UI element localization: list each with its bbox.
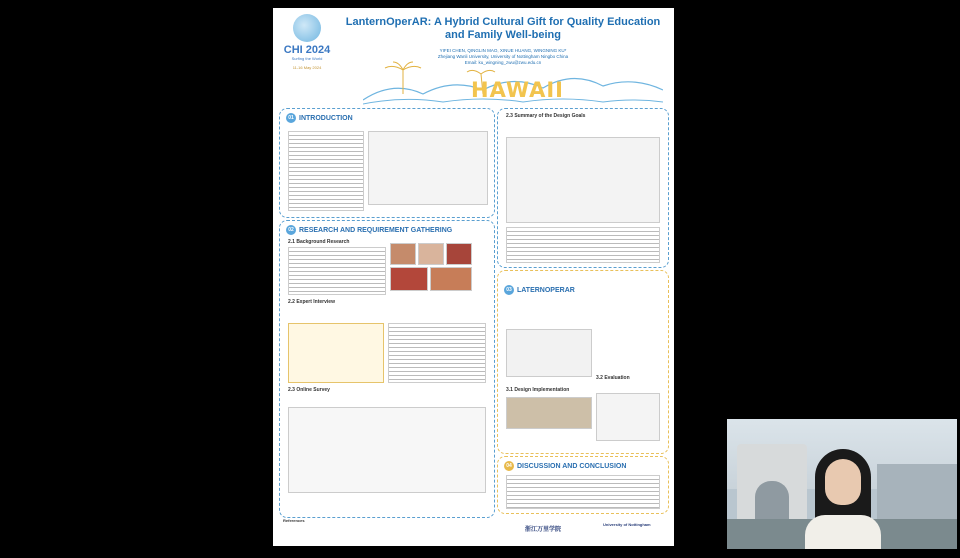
section-design-goals (497, 108, 669, 268)
section-header (286, 225, 452, 235)
survey-charts-figure (288, 407, 486, 493)
chi-logo (281, 14, 333, 70)
subsection-survey: 2.3 Online Survey (288, 387, 330, 393)
section-title: INTRODUCTION (299, 114, 353, 122)
section-lanternoperar (497, 270, 669, 454)
email-line: Email: ku_wingning_zwu@zwu.edu.cn (464, 60, 542, 65)
section-header (504, 285, 575, 295)
intro-text-block (288, 131, 364, 211)
workflow-figure (506, 329, 592, 377)
section-research (279, 220, 495, 518)
design-goals-list (506, 227, 660, 263)
conference-sub: Surfing the World (291, 56, 323, 61)
photo (446, 243, 472, 265)
nottingham-logo: University of Nottingham (603, 522, 651, 527)
survey-results-text (388, 323, 486, 383)
presenter-face (825, 459, 861, 505)
presenter-body (805, 515, 881, 549)
photo (390, 267, 428, 291)
conference-name: CHI 2024 (283, 44, 331, 56)
subsection-design: 3.1 Design Implementation (506, 387, 570, 393)
affiliation-line: Zhejiang Wanli University, University of Nottingham Ningbo China (437, 54, 569, 59)
conference-dates: 11-16 May 2024 (292, 65, 322, 70)
discussion-text (506, 475, 660, 509)
campus-building (877, 464, 957, 524)
subsection-summary: 2.3 Summary of the Design Goals (506, 113, 586, 119)
poster (273, 8, 674, 546)
presenter-webcam (727, 419, 957, 549)
section-number: 04 (504, 461, 514, 471)
section-introduction (279, 108, 495, 218)
authors-line: YIFEI CHEN, QINGLIN MAO, XINUE HUANG, WINGNING KU* (439, 48, 567, 53)
section-title: RESEARCH AND REQUIREMENT GATHERING (299, 226, 453, 234)
usability-chart (596, 393, 660, 441)
section-header (286, 113, 353, 123)
interview-findings-box (288, 323, 384, 383)
background-text (288, 247, 386, 295)
chi-globe-icon (293, 14, 321, 42)
section-title: LATERNOPERAR (517, 286, 575, 294)
section-number: 01 (286, 113, 296, 123)
subsection-evaluation: 3.2 Evaluation (596, 375, 630, 381)
section-number: 03 (504, 285, 514, 295)
hawaii-text: HAWAII (471, 78, 564, 102)
subsection-background: 2.1 Background Research (288, 239, 350, 245)
photo (418, 243, 444, 265)
section-header (504, 461, 626, 471)
poster-title: LanternOperAR: A Hybrid Cultural Gift for Quality Education and Family Well-being (345, 16, 661, 41)
photo (390, 243, 416, 265)
zwu-logo: 浙江万里学院 (525, 527, 562, 533)
section-discussion (497, 456, 669, 514)
journey-map-figure (506, 137, 660, 223)
framework-figure (368, 131, 488, 205)
section-number: 02 (286, 225, 296, 235)
photo (430, 267, 472, 291)
subsection-interview: 2.2 Expert Interview (288, 299, 335, 305)
references-label: References (283, 518, 305, 523)
references (283, 518, 305, 523)
prototype-photos (506, 397, 592, 429)
section-title: DISCUSSION AND CONCLUSION (517, 462, 627, 470)
